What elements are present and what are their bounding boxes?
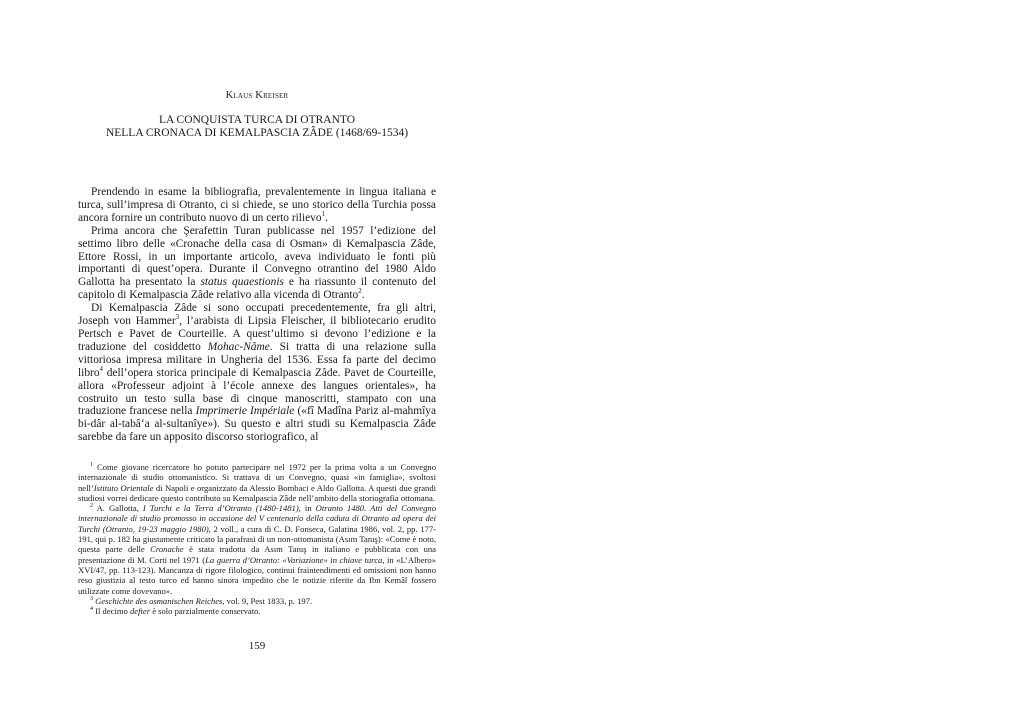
- footnote-2: [78, 503, 436, 596]
- footnote-text: di Napoli e organizzato da Alessio Bombaci e Aldo Gallotta. A questi due grandi studiosi vorrei dedicare questo contributo su Kemalpascia Zâde nell’ambito della storiografia ottomana.: [78, 482, 436, 503]
- chapter-title: [78, 114, 436, 140]
- footnote-italic: Otranto 1480. Atti del Convegno internazionale di studio promosso in occasione del V centenario della caduta di Otranto ad opera dei Turchi (Otranto, 19-23 maggio 1980): [78, 503, 436, 534]
- paragraph-2: [78, 225, 436, 302]
- footnote-text: Come giovane ricercatore ho potuto partecipare nel 1972 per la prima volta a un Convegno internazionale di studio ottomanistico. Si trattava di un Convegno, quasi «in famiglia», svoltosi nell’: [78, 462, 436, 493]
- footnote-4: [78, 606, 436, 616]
- paragraph-3: [78, 302, 436, 444]
- footnote-italic: La guerra d’Otranto: «Variazione» in chiave turca: [205, 554, 383, 565]
- footnote-ref: 3: [175, 313, 180, 322]
- footnote-text: è solo parzialmente conservato.: [150, 606, 261, 617]
- chapter-title-line-1: LA CONQUISTA TURCA DI OTRANTO: [158, 114, 356, 126]
- paragraph-text: .: [361, 289, 365, 302]
- footnote-text: , in «L’Albero» XVI/47, pp. 113-123). Mancanza di rigore filologico, continui fraintendimenti ed omissioni non hanno reso giustizia al testo turco ed hanno sinora impedito che le notizie riferite da Ibn Kemâl fossero utilizzate come dovevano».: [78, 554, 436, 596]
- footnote-3: [78, 596, 436, 606]
- paragraph-text: Di Kemalpascia Zâde si sono occupati precedentemente, fra gli altri, Joseph von Hammer: [78, 302, 436, 328]
- paragraph-text: . Si tratta di una relazione sulla vittoriosa impresa militare in Ungheria del 1536. Essa fa parte del decimo libro: [78, 340, 437, 379]
- footnotes: [78, 462, 436, 616]
- footnote-text: , in: [298, 503, 316, 514]
- paragraph-text: («fî Madîna Pariz al-mahmîya bi-dâr al-tabâ‘a al-sultanîye»). Su questo e altri studi su Kemalpascia Zâde sarebbe da fare un apposito discorso storiografico, al: [78, 405, 437, 444]
- footnote-italic: defter: [130, 606, 151, 617]
- paragraph-text: Prima ancora che Şerafettin Turan publicasse nel 1957 l’edizione del settimo libro delle «Cronache della casa di Osman» di Kemalpascia Zâde, Ettore Rossi, in un importante articolo, aveva individuato le fonti più importanti di quest’opera. Durante il Convegno otrantino del 1980 Aldo Gallotta ha presentato la: [78, 224, 436, 289]
- page-number: 159: [248, 640, 266, 652]
- footnote-text: , 2 voll., a cura di C. D. Fonseca, Galatina 1986, vol. 2, pp. 177-191, qui p. 182 ha giustamente criticato la parafrasi di un non-ottomanista (Asım Tanış): «Come è noto, questa parte delle: [78, 523, 436, 555]
- body-text: [78, 186, 436, 444]
- paragraph-text: dell’opera storica principale di Kemalpascia Zâde. Pavet de Courteille, allora «Professeur adjoint à l’école annexe des langues orientales», ha costruito un testo sulla base di cinque manoscritti, stampato con una traduzione francese nella: [78, 366, 436, 418]
- footnote-italic: Istituto Orientale: [93, 482, 154, 493]
- footnote-number: 4: [90, 606, 93, 613]
- footnote-1: [78, 462, 436, 503]
- italic-term: status quaestionis: [200, 276, 284, 289]
- chapter-title-line-2: NELLA CRONACA DI KEMALPASCIA ZÂDE (1468/69-1534): [105, 127, 409, 139]
- footnote-number: 2: [90, 503, 93, 510]
- footnote-number: 1: [90, 462, 93, 469]
- footnote-text: è stata tradotta da Asım Tanış in italiano e pubblicata con una presentazione di M. Corti nel 1971 (: [78, 544, 436, 565]
- footnote-italic: I Turchi e la Terra d’Otranto (1480-1481): [142, 503, 299, 514]
- italic-term: Imprimerie Impériale: [195, 405, 295, 418]
- footnote-italic: Geschichte des osmanischen Reiches: [95, 595, 223, 606]
- footnote-text: A. Gallotta,: [93, 503, 143, 514]
- footnote-number: 3: [90, 596, 93, 602]
- paragraph-text: Prendendo in esame la bibliografia, prevalentemente in lingua italiana e turca, sull’impresa di Otranto, ci si chiede, se uno storico della Turchia possa ancora fornire un contributo nuovo di un certo rilievo: [78, 186, 436, 224]
- footnote-italic: Cronache: [150, 544, 184, 555]
- footnote-ref: 1: [321, 210, 326, 219]
- paragraph-text: .: [325, 211, 328, 224]
- footnote-ref: 2: [358, 287, 362, 296]
- footnote-ref: 4: [99, 364, 104, 373]
- paragraph-text: e ha riassunto il contenuto del capitolo di Kemalpascia Zâde relativo alla vicenda di Otranto: [78, 276, 437, 302]
- paragraph-1: [78, 186, 436, 225]
- footnote-text: Il decimo: [93, 606, 130, 617]
- author-name: Klaus Kreiser: [225, 90, 289, 101]
- italic-term: Mohac-Nâme: [207, 340, 270, 353]
- paragraph-text: , l’arabista di Lipsia Fleischer, il bibliotecario erudito Pertsch e Pavet de Courteille. A quest’ultimo si devono l’edizione e la traduzione del cosiddetto: [78, 315, 436, 353]
- footnote-text: , vol. 9, Pest 1833, p. 197.: [222, 595, 313, 606]
